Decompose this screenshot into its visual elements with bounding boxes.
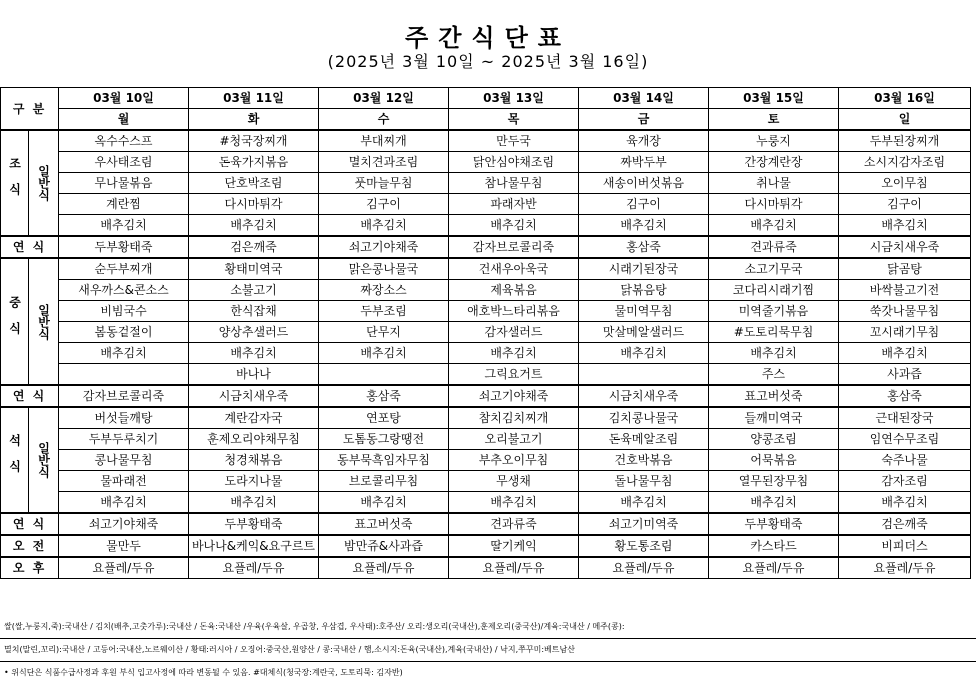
menu-item: #도토리묵무침 bbox=[709, 322, 839, 343]
menu-item: 배추김치 bbox=[579, 492, 709, 514]
weekday-cell: 금 bbox=[579, 109, 709, 131]
porridge-item: 쇠고기미역죽 bbox=[579, 513, 709, 535]
menu-item: 배추김치 bbox=[709, 343, 839, 364]
menu-item: #청국장찌개 bbox=[189, 130, 319, 152]
menu-item: 두부두루치기 bbox=[59, 429, 189, 450]
menu-item: 근대된장국 bbox=[839, 407, 971, 429]
menu-item: 감자조림 bbox=[839, 471, 971, 492]
menu-item: 건호박볶음 bbox=[579, 450, 709, 471]
menu-item: 연포탕 bbox=[319, 407, 449, 429]
menu-item: 바싹불고기전 bbox=[839, 280, 971, 301]
menu-item: 배추김치 bbox=[189, 215, 319, 237]
menu-item: 임연수무조림 bbox=[839, 429, 971, 450]
menu-item: 소불고기 bbox=[189, 280, 319, 301]
menu-table-body bbox=[1, 88, 971, 579]
snack-item: 요플레/두유 bbox=[189, 557, 319, 579]
menu-item: 배추김치 bbox=[579, 215, 709, 237]
porridge-item: 두부황태죽 bbox=[59, 236, 189, 258]
snack-item: 황도통조림 bbox=[579, 535, 709, 557]
dinner-label bbox=[1, 407, 29, 513]
menu-row bbox=[1, 130, 971, 152]
menu-item: 돌나물무침 bbox=[579, 471, 709, 492]
weekday-cell: 화 bbox=[189, 109, 319, 131]
menu-item: 소시지감자조림 bbox=[839, 152, 971, 173]
weekday-cell: 일 bbox=[839, 109, 971, 131]
porridge-item: 시금치새우죽 bbox=[579, 385, 709, 407]
breakfast-label bbox=[1, 130, 29, 236]
menu-item: 애호박느타리볶음 bbox=[449, 301, 579, 322]
menu-item: 배추김치 bbox=[319, 343, 449, 364]
menu-item: 시래기된장국 bbox=[579, 258, 709, 280]
origin-note-2: 멸치(말린,꼬리):국내산 / 고등어:국내산,노르웨이산 / 황태:러시아 / 오징어:중국산,원양산 / 콩:국내산 / 햄,소시지:돈육(국내산),계육(국내산) / 낙지,쭈꾸미:베트남산 bbox=[0, 639, 976, 662]
menu-row bbox=[1, 173, 971, 194]
menu-item: 배추김치 bbox=[839, 492, 971, 514]
menu-item: 새우까스&콘소스 bbox=[59, 280, 189, 301]
menu-item: 훈제오리야채무침 bbox=[189, 429, 319, 450]
menu-item: 배추김치 bbox=[449, 492, 579, 514]
menu-item: 열무된장무침 bbox=[709, 471, 839, 492]
menu-item: 배추김치 bbox=[709, 492, 839, 514]
menu-item: 참나물무침 bbox=[449, 173, 579, 194]
origin-note-1: 쌀(쌀,누룽지,죽):국내산 / 김치(배추,고춧가루):국내산 / 돈육:국내산 /우육(우육살, 우곱창, 우삼겹, 우사태):호주산/ 오리:생오리(국내산),훈제오리(중국산)/계육:국내산 / 메주(콩): bbox=[0, 616, 976, 639]
menu-item: 배추김치 bbox=[579, 343, 709, 364]
snack-item: 물만두 bbox=[59, 535, 189, 557]
menu-item: 배추김치 bbox=[319, 492, 449, 514]
snack-item: 요플레/두유 bbox=[319, 557, 449, 579]
menu-item: 도톰동그랑땡전 bbox=[319, 429, 449, 450]
menu-item: 미역줄기볶음 bbox=[709, 301, 839, 322]
menu-item bbox=[579, 364, 709, 386]
menu-item: 배추김치 bbox=[449, 215, 579, 237]
menu-item: 주스 bbox=[709, 364, 839, 386]
menu-item: 봄동겉절이 bbox=[59, 322, 189, 343]
menu-row bbox=[1, 450, 971, 471]
gubun-label: 구 분 bbox=[1, 88, 59, 131]
menu-item: 배추김치 bbox=[839, 343, 971, 364]
menu-item: 비빔국수 bbox=[59, 301, 189, 322]
menu-item: 소고기무국 bbox=[709, 258, 839, 280]
am-snack-label: 오 전 bbox=[1, 535, 59, 557]
weekly-menu-table bbox=[0, 87, 971, 579]
weekday-cell: 수 bbox=[319, 109, 449, 131]
menu-item: 황태미역국 bbox=[189, 258, 319, 280]
date-range: (2025년 3월 10일 ~ 2025년 3월 16일) bbox=[327, 52, 649, 71]
menu-item: 두부조림 bbox=[319, 301, 449, 322]
menu-row bbox=[1, 471, 971, 492]
breakfast-general-label bbox=[29, 130, 59, 236]
menu-row bbox=[1, 194, 971, 215]
menu-item: 맑은콩나물국 bbox=[319, 258, 449, 280]
menu-item: 배추김치 bbox=[319, 215, 449, 237]
menu-item: 돈육메알조림 bbox=[579, 429, 709, 450]
menu-item: 청경채볶음 bbox=[189, 450, 319, 471]
menu-item bbox=[59, 364, 189, 386]
menu-item: 배추김치 bbox=[59, 492, 189, 514]
menu-item: 닭볶음탕 bbox=[579, 280, 709, 301]
menu-item: 숙주나물 bbox=[839, 450, 971, 471]
menu-item: 물파래전 bbox=[59, 471, 189, 492]
snack-item: 비피더스 bbox=[839, 535, 971, 557]
menu-item: 배추김치 bbox=[189, 343, 319, 364]
porridge-item: 두부황태죽 bbox=[709, 513, 839, 535]
date-cell: 03월 14일 bbox=[579, 88, 709, 109]
menu-row bbox=[1, 492, 971, 514]
general-label-text: 일반식 bbox=[36, 442, 51, 478]
weekday-row bbox=[1, 109, 971, 131]
menu-item: 간장계란장 bbox=[709, 152, 839, 173]
menu-row bbox=[1, 364, 971, 386]
menu-item: 파래자반 bbox=[449, 194, 579, 215]
weekday-cell: 토 bbox=[709, 109, 839, 131]
menu-item: 계란감자국 bbox=[189, 407, 319, 429]
porridge-item: 홍삼죽 bbox=[839, 385, 971, 407]
menu-row bbox=[1, 258, 971, 280]
menu-item: 닭안심야채조림 bbox=[449, 152, 579, 173]
menu-row bbox=[1, 343, 971, 364]
menu-item: 풋마늘무침 bbox=[319, 173, 449, 194]
menu-item: 김치콩나물국 bbox=[579, 407, 709, 429]
menu-item: 누룽지 bbox=[709, 130, 839, 152]
porridge-item: 두부황태죽 bbox=[189, 513, 319, 535]
menu-item: 감자샐러드 bbox=[449, 322, 579, 343]
menu-row bbox=[1, 152, 971, 173]
menu-item: 그릭요거트 bbox=[449, 364, 579, 386]
snack-row bbox=[1, 535, 971, 557]
menu-item: 코다리시래기찜 bbox=[709, 280, 839, 301]
menu-item: 다시마튀각 bbox=[189, 194, 319, 215]
lunch-general-label bbox=[29, 258, 59, 385]
porridge-item: 쇠고기야채죽 bbox=[319, 236, 449, 258]
menu-item: 도라지나물 bbox=[189, 471, 319, 492]
menu-item: 부대찌개 bbox=[319, 130, 449, 152]
date-cell: 03월 16일 bbox=[839, 88, 971, 109]
menu-item: 김구이 bbox=[319, 194, 449, 215]
menu-item: 배추김치 bbox=[449, 343, 579, 364]
dinner-label-text: 석식 bbox=[7, 434, 22, 486]
menu-item: 계란찜 bbox=[59, 194, 189, 215]
menu-item: 김구이 bbox=[839, 194, 971, 215]
porridge-label: 연 식 bbox=[1, 236, 59, 258]
snack-item: 요플레/두유 bbox=[839, 557, 971, 579]
snack-row bbox=[1, 557, 971, 579]
notes-section bbox=[0, 616, 976, 684]
porridge-item: 견과류죽 bbox=[449, 513, 579, 535]
menu-item: 양콩조림 bbox=[709, 429, 839, 450]
menu-item bbox=[319, 364, 449, 386]
porridge-item: 쇠고기야채죽 bbox=[449, 385, 579, 407]
menu-item: 콩나물무침 bbox=[59, 450, 189, 471]
snack-item: 밤만쥬&사과즙 bbox=[319, 535, 449, 557]
breakfast-label-text: 조식 bbox=[7, 157, 22, 209]
menu-item: 우사태조림 bbox=[59, 152, 189, 173]
menu-row bbox=[1, 301, 971, 322]
menu-item: 꼬시래기무침 bbox=[839, 322, 971, 343]
menu-row bbox=[1, 407, 971, 429]
snack-item: 카스타드 bbox=[709, 535, 839, 557]
menu-item: 제육볶음 bbox=[449, 280, 579, 301]
weekday-cell: 목 bbox=[449, 109, 579, 131]
menu-item: 부추오이무침 bbox=[449, 450, 579, 471]
porridge-item: 표고버섯죽 bbox=[319, 513, 449, 535]
date-row bbox=[1, 88, 971, 109]
menu-item: 순두부찌개 bbox=[59, 258, 189, 280]
menu-item: 브로콜리무침 bbox=[319, 471, 449, 492]
porridge-item: 시금치새우죽 bbox=[189, 385, 319, 407]
porridge-row bbox=[1, 513, 971, 535]
snack-item: 요플레/두유 bbox=[579, 557, 709, 579]
menu-item: 무생채 bbox=[449, 471, 579, 492]
general-label-text: 일반식 bbox=[36, 165, 51, 201]
menu-item: 배추김치 bbox=[59, 343, 189, 364]
menu-item: 옥수수스프 bbox=[59, 130, 189, 152]
porridge-item: 홍삼죽 bbox=[319, 385, 449, 407]
date-cell: 03월 11일 bbox=[189, 88, 319, 109]
porridge-item: 시금치새우죽 bbox=[839, 236, 971, 258]
snack-item: 바나나&케익&요구르트 bbox=[189, 535, 319, 557]
menu-item: 무나물볶음 bbox=[59, 173, 189, 194]
menu-row bbox=[1, 429, 971, 450]
menu-item: 새송이버섯볶음 bbox=[579, 173, 709, 194]
lunch-label bbox=[1, 258, 29, 385]
menu-row bbox=[1, 280, 971, 301]
menu-item: 버섯들깨탕 bbox=[59, 407, 189, 429]
menu-item: 양상추샐러드 bbox=[189, 322, 319, 343]
menu-item: 쑥갓나물무침 bbox=[839, 301, 971, 322]
menu-item: 한식잡채 bbox=[189, 301, 319, 322]
porridge-label: 연 식 bbox=[1, 385, 59, 407]
menu-item: 단무지 bbox=[319, 322, 449, 343]
menu-item: 돈육가지볶음 bbox=[189, 152, 319, 173]
menu-item: 취나물 bbox=[709, 173, 839, 194]
menu-item: 배추김치 bbox=[709, 215, 839, 237]
porridge-item: 검은깨죽 bbox=[189, 236, 319, 258]
porridge-row bbox=[1, 385, 971, 407]
snack-item: 요플레/두유 bbox=[709, 557, 839, 579]
porridge-item: 표고버섯죽 bbox=[709, 385, 839, 407]
menu-item: 배추김치 bbox=[839, 215, 971, 237]
porridge-item: 검은깨죽 bbox=[839, 513, 971, 535]
menu-item: 오리불고기 bbox=[449, 429, 579, 450]
menu-item: 물미역무침 bbox=[579, 301, 709, 322]
general-label-text: 일반식 bbox=[36, 303, 51, 340]
menu-item: 배추김치 bbox=[59, 215, 189, 237]
menu-item: 맛살메알샐러드 bbox=[579, 322, 709, 343]
menu-item: 단호박조림 bbox=[189, 173, 319, 194]
dinner-general-label bbox=[29, 407, 59, 513]
date-cell: 03월 15일 bbox=[709, 88, 839, 109]
porridge-item: 감자브로콜리죽 bbox=[59, 385, 189, 407]
menu-item: 짜박두부 bbox=[579, 152, 709, 173]
snack-item: 딸기케익 bbox=[449, 535, 579, 557]
lunch-label-text: 중식 bbox=[7, 295, 22, 348]
menu-item: 어묵볶음 bbox=[709, 450, 839, 471]
porridge-label: 연 식 bbox=[1, 513, 59, 535]
menu-item: 참치김치찌개 bbox=[449, 407, 579, 429]
porridge-item: 감자브로콜리죽 bbox=[449, 236, 579, 258]
menu-row bbox=[1, 215, 971, 237]
menu-item: 동부묵흑임자무침 bbox=[319, 450, 449, 471]
menu-item: 오이무침 bbox=[839, 173, 971, 194]
porridge-item: 쇠고기야채죽 bbox=[59, 513, 189, 535]
menu-item: 짜장소스 bbox=[319, 280, 449, 301]
menu-item: 건새우아욱국 bbox=[449, 258, 579, 280]
porridge-item: 견과류죽 bbox=[709, 236, 839, 258]
date-cell: 03월 10일 bbox=[59, 88, 189, 109]
menu-item: 만두국 bbox=[449, 130, 579, 152]
menu-item: 두부된장찌개 bbox=[839, 130, 971, 152]
pm-snack-label: 오 후 bbox=[1, 557, 59, 579]
menu-item: 멸치견과조림 bbox=[319, 152, 449, 173]
menu-item: 닭곰탕 bbox=[839, 258, 971, 280]
snack-item: 요플레/두유 bbox=[59, 557, 189, 579]
menu-item: 들깨미역국 bbox=[709, 407, 839, 429]
menu-item: 김구이 bbox=[579, 194, 709, 215]
menu-item: 육개장 bbox=[579, 130, 709, 152]
menu-item: 다시마튀각 bbox=[709, 194, 839, 215]
weekday-cell: 월 bbox=[59, 109, 189, 131]
page-title: 주간식단표 bbox=[405, 24, 571, 52]
menu-item: 바나나 bbox=[189, 364, 319, 386]
date-cell: 03월 12일 bbox=[319, 88, 449, 109]
snack-item: 요플레/두유 bbox=[449, 557, 579, 579]
porridge-item: 홍삼죽 bbox=[579, 236, 709, 258]
menu-row bbox=[1, 322, 971, 343]
date-cell: 03월 13일 bbox=[449, 88, 579, 109]
menu-item: 사과즙 bbox=[839, 364, 971, 386]
menu-item: 배추김치 bbox=[189, 492, 319, 514]
menu-change-note: • 위식단은 식품수급사정과 후원 부식 입고사정에 따라 변동될 수 있음. #대체식(청국장:계란국, 도토리묵: 김자반) bbox=[4, 668, 403, 677]
porridge-row bbox=[1, 236, 971, 258]
